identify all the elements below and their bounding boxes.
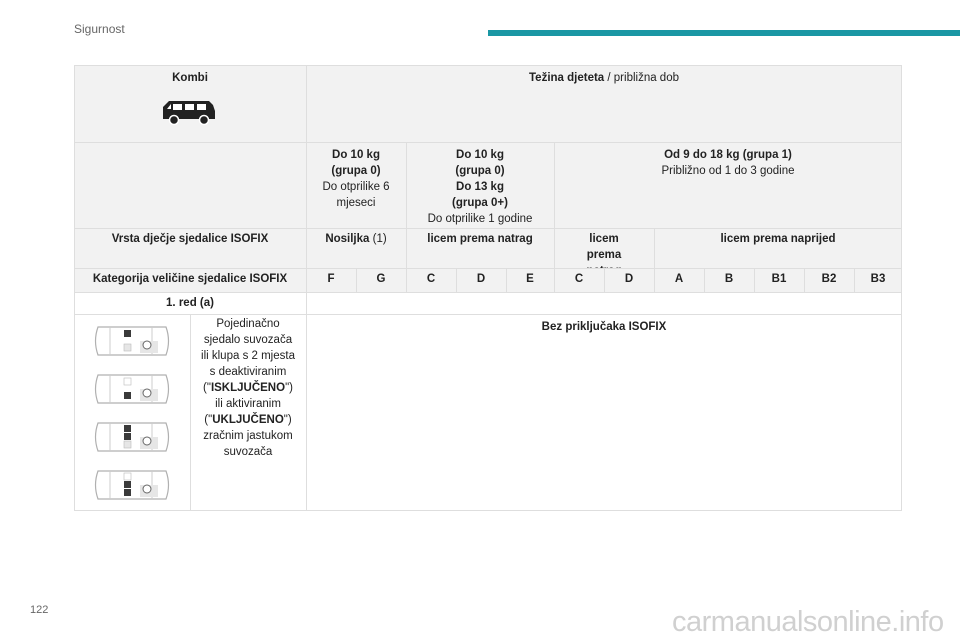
size-category: B2	[821, 273, 837, 285]
quote-close: ")	[283, 414, 292, 426]
group-0plus-cell	[406, 142, 554, 228]
size-category: B3	[870, 273, 886, 285]
table-border-right	[901, 65, 902, 511]
seat-desc-line: Pojedinačno	[216, 318, 280, 330]
row-divider	[74, 268, 902, 269]
col-divider	[704, 268, 705, 292]
accent-bar	[488, 30, 960, 36]
weight-header-cell	[306, 65, 902, 142]
page-number: 122	[30, 604, 49, 616]
col-divider	[190, 314, 191, 511]
seat-desc-line: s deaktiviranim	[209, 366, 287, 378]
seat-layout-single-rear-icon	[90, 369, 174, 409]
size-cat-9	[754, 268, 804, 292]
table-border-left	[74, 65, 75, 511]
size-cat-7	[654, 268, 704, 292]
section-title: Sigurnost	[74, 22, 125, 36]
col-divider	[804, 268, 805, 292]
forward-facing-label: licem prema naprijed	[720, 233, 836, 245]
size-cat-5	[554, 268, 604, 292]
seat-layout-single-icon	[90, 321, 174, 361]
size-category: E	[526, 273, 534, 285]
seat-type-label-cell	[74, 228, 306, 268]
seat-layout-bench-icon	[90, 417, 174, 457]
group-0-cell	[306, 142, 406, 228]
col-divider	[306, 65, 307, 511]
col-divider	[854, 268, 855, 292]
size-cat-8	[704, 268, 754, 292]
seat-desc-line: zračnim jastukom	[203, 430, 293, 442]
forward-facing-cell	[654, 228, 902, 268]
size-category: A	[674, 273, 684, 285]
col-divider	[456, 268, 457, 292]
size-category: B1	[771, 273, 787, 285]
carrycot-cell	[306, 228, 406, 268]
col-divider	[506, 268, 507, 292]
seat-desc-line: ili klupa s 2 mjesta	[201, 350, 295, 362]
table-border-top	[74, 65, 902, 66]
size-category: F	[327, 273, 335, 285]
quote-close: ")	[285, 382, 293, 394]
group-0plus-weight-1: Do 10 kg	[456, 149, 504, 161]
col-divider	[406, 142, 407, 292]
weight-subtitle: / približna dob	[604, 72, 679, 84]
seat-desc-line	[192, 412, 304, 428]
carrycot-label: Nosiljka	[325, 233, 370, 245]
group-1-title: Od 9 do 18 kg (grupa 1)	[664, 149, 792, 161]
row-label-cell	[74, 292, 306, 314]
size-cat-1	[356, 268, 406, 292]
group-0plus-group-2: (grupa 0+)	[452, 197, 508, 209]
seat-layout-bench-rear-icon	[90, 465, 174, 505]
seat-description-cell	[190, 314, 306, 511]
airbag-off-label: ISKLJUČENO	[210, 382, 286, 394]
group-0-weight: Do 10 kg	[332, 149, 380, 161]
group-1-age: Približno od 1 do 3 godine	[661, 165, 795, 177]
van-icon	[159, 97, 219, 127]
rear-facing-label-2: licem prema	[586, 233, 622, 261]
size-cat-11	[854, 268, 902, 292]
group-0plus-age: Do otprilike 1 godine	[427, 213, 533, 225]
row-divider	[74, 292, 902, 293]
vehicle-label: Kombi	[172, 72, 208, 84]
group-0plus-group-1: (grupa 0)	[455, 165, 505, 177]
row-divider	[74, 228, 902, 229]
seat-desc-line: ili aktiviranim	[215, 398, 281, 410]
row-divider	[74, 314, 902, 315]
size-category-label: Kategorija veličine sjedalice ISOFIX	[92, 273, 288, 285]
size-category-label-cell	[74, 268, 306, 292]
table-border-bottom	[74, 510, 902, 511]
row-label: 1. red (a)	[166, 297, 214, 309]
airbag-on-label: UKLJUČENO	[212, 414, 284, 426]
rear-facing-cell-1	[406, 228, 554, 268]
size-cat-0	[306, 268, 356, 292]
size-category: G	[376, 273, 386, 285]
col-divider	[554, 142, 555, 292]
size-category: D	[476, 273, 486, 285]
col-divider	[604, 268, 605, 292]
rear-facing-cell-2	[554, 228, 654, 268]
weight-title: Težina djeteta	[529, 72, 605, 84]
size-cat-10	[804, 268, 854, 292]
size-cat-3	[456, 268, 506, 292]
size-category: C	[426, 273, 436, 285]
seat-type-label: Vrsta dječje sjedalice ISOFIX	[111, 233, 269, 245]
seat-desc-line	[192, 380, 304, 396]
rear-facing-label-1: licem prema natrag	[427, 233, 533, 245]
group-1-cell	[554, 142, 902, 228]
quote-open: ("	[204, 414, 213, 426]
group-0-label: (grupa 0)	[331, 165, 381, 177]
size-cat-4	[506, 268, 554, 292]
seat-desc-line: sjedalo suvozača	[203, 334, 293, 346]
seat-desc-line: suvozača	[223, 446, 273, 458]
group-0-age: Do otprilike 6 mjeseci	[322, 181, 390, 209]
group-0plus-weight-2: Do 13 kg	[456, 181, 504, 193]
col-divider	[356, 268, 357, 292]
row-divider	[74, 142, 902, 143]
col-divider	[654, 228, 655, 292]
col-divider	[754, 268, 755, 292]
size-category: D	[624, 273, 634, 285]
carrycot-note: (1)	[369, 233, 387, 245]
no-isofix-label: Bez priključaka ISOFIX	[541, 321, 667, 333]
size-cat-6	[604, 268, 654, 292]
quote-open: ("	[203, 382, 211, 394]
size-cat-2	[406, 268, 456, 292]
size-category: B	[724, 273, 734, 285]
watermark: carmanualsonline.info	[672, 606, 944, 638]
no-isofix-cell	[306, 314, 902, 511]
group-blank-cell	[74, 142, 306, 228]
size-category: C	[574, 273, 584, 285]
isofix-table	[74, 65, 902, 511]
